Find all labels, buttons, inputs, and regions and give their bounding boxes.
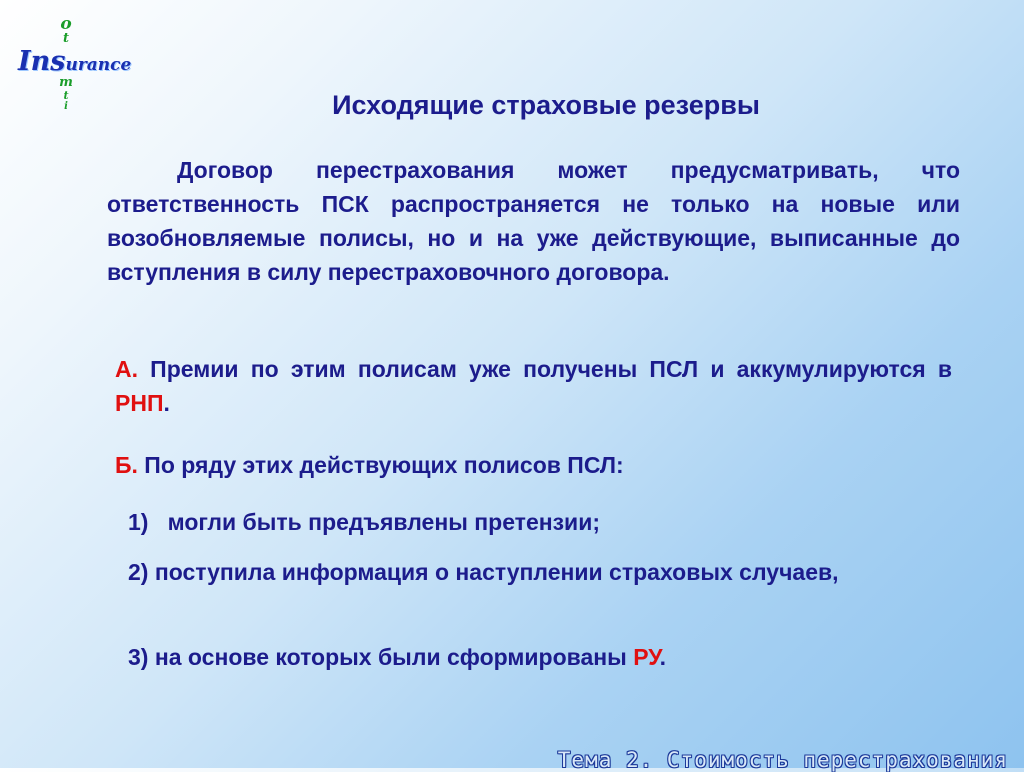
item-a-highlight: РНП <box>115 390 164 416</box>
subitem-2: 2) поступила информация о наступлении страховых случаев, <box>128 559 839 585</box>
subitem-3-highlight: РУ <box>633 644 660 670</box>
intro-paragraph: Договор перестрахования может предусматривать, что ответственность ПСК распространяется не только на новые или возобновляемые полисы, но и на уже действующие, выписанные до вступления в силу перестраховочного договора. <box>107 157 960 285</box>
subitem-3-end: . <box>659 644 667 670</box>
item-b <box>115 448 952 482</box>
subitem-3-text: 3) на основе которых были сформированы <box>128 644 634 670</box>
logo-vertical-top: o t <box>60 14 72 46</box>
item-a-end: . <box>163 390 170 416</box>
item-b-marker: Б. <box>115 452 138 478</box>
item-a-marker: А. <box>115 356 138 382</box>
item-a-text: Премии по этим полисам уже получены ПСЛ и аккумулируются в <box>138 356 952 382</box>
subitem-1: 1) могли быть предъявлены претензии; <box>128 509 600 535</box>
slide-title: Исходящие страховые резервы <box>332 90 760 120</box>
item-b-text: По ряду этих действующих полисов ПСЛ: <box>137 452 624 478</box>
logo-word: Insurance <box>18 46 132 77</box>
subitem-3 <box>128 640 952 674</box>
logo-vertical-bottom: m t i <box>59 75 73 112</box>
footer-topic: Тема 2. Стоимость перестрахования <box>557 748 1008 772</box>
item-a <box>115 352 952 420</box>
